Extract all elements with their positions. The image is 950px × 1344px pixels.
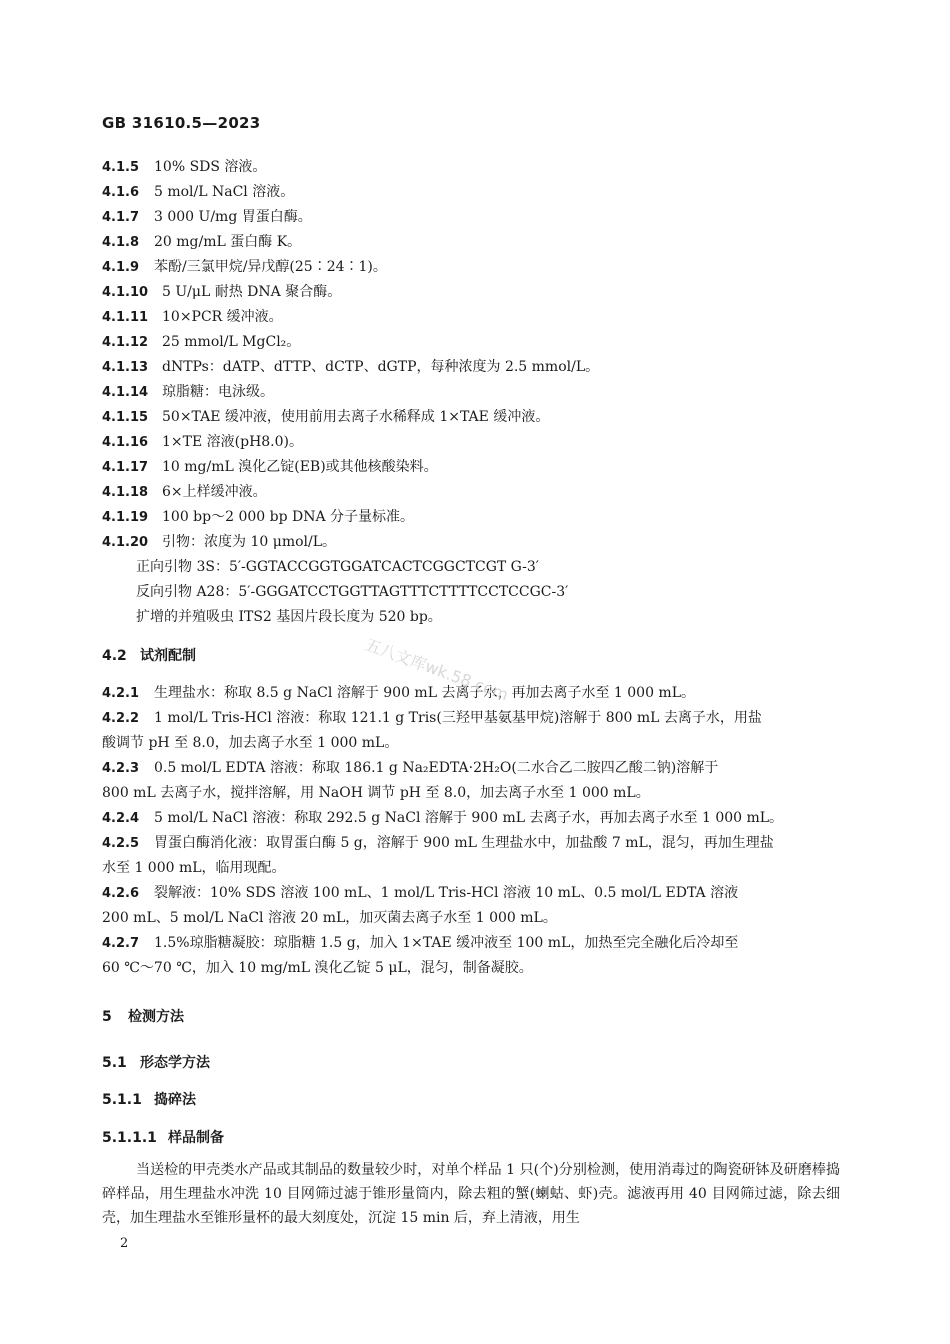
reagent-item [102, 156, 266, 176]
item-text-continued: 800 mL 去离子水，搅拌溶解，用 NaOH 调节 pH 至 8.0，加去离子水至 1 000 mL。 [102, 785, 650, 801]
item-number: 4.2.5 [102, 836, 140, 851]
section-title: 形态学方法 [140, 1055, 210, 1071]
reagent-item [102, 306, 283, 326]
item-text: dNTPs：dATP、dTTP、dCTP、dGTP，每种浓度为 2.5 mmol/L。 [162, 359, 600, 375]
item-text: 1×TE 溶液(pH8.0)。 [162, 434, 304, 450]
item-text: 10 mg/mL 溴化乙锭(EB)或其他核酸染料。 [162, 459, 438, 475]
item-text-continued: 酸调节 pH 至 8.0，加去离子水至 1 000 mL。 [102, 735, 399, 751]
prep-item [102, 682, 695, 702]
item-number: 4.1.13 [102, 360, 149, 375]
item-number: 4.1.20 [102, 535, 149, 550]
item-text: 10% SDS 溶液。 [154, 159, 267, 175]
reagent-item [102, 381, 274, 401]
item-number: 4.1.15 [102, 410, 149, 425]
item-number: 4.1.17 [102, 460, 149, 475]
prep-item [102, 932, 738, 952]
section-number: 5 [102, 1009, 112, 1025]
section-number: 5.1.1 [102, 1092, 142, 1108]
section-5-1-1-heading [102, 1089, 196, 1109]
item-number: 4.1.19 [102, 510, 149, 525]
reagent-item [102, 281, 341, 301]
item-text: 50×TAE 缓冲液，使用前用去离子水稀释成 1×TAE 缓冲液。 [162, 409, 550, 425]
forward-primer: 正向引物 3S：5′-GGTACCGGTGGATCACTCGGCTCGT G-3′ [136, 559, 539, 575]
section-5-1-heading [102, 1052, 210, 1072]
section-title: 试剂配制 [140, 648, 196, 664]
reagent-item [102, 531, 336, 551]
prep-item [102, 832, 774, 852]
prep-item [102, 757, 718, 777]
item-number: 4.2.7 [102, 936, 140, 951]
section-title: 样品制备 [168, 1130, 224, 1146]
item-text: 裂解液：10% SDS 溶液 100 mL、1 mol/L Tris-HCl 溶液 10 mL、0.5 mol/L EDTA 溶液 [154, 885, 739, 901]
item-text: 1.5%琼脂糖凝胶：琼脂糖 1.5 g，加入 1×TAE 缓冲液至 100 mL，加热至完全融化后冷却至 [154, 935, 739, 951]
item-text: 引物：浓度为 10 μmol/L。 [162, 534, 337, 550]
reagent-item [102, 331, 300, 351]
item-number: 4.1.9 [102, 260, 140, 275]
reagent-item [102, 431, 303, 451]
prep-item [102, 807, 783, 827]
reagent-item [102, 406, 549, 426]
reagent-item [102, 256, 387, 276]
item-number: 4.1.5 [102, 160, 140, 175]
item-text: 胃蛋白酶消化液：取胃蛋白酶 5 g，溶解于 900 mL 生理盐水中，加盐酸 7 mL，混匀，再加生理盐 [154, 835, 774, 851]
item-text: 1 mol/L Tris-HCl 溶液：称取 121.1 g Tris(三羟甲基氨基甲烷)溶解于 800 mL 去离子水，用盐 [154, 710, 762, 726]
item-text: 5 U/μL 耐热 DNA 聚合酶。 [162, 284, 342, 300]
item-text: 0.5 mol/L EDTA 溶液：称取 186.1 g Na₂EDTA·2H₂O(二水合乙二胺四乙酸二钠)溶解于 [154, 760, 719, 776]
reagent-item [102, 206, 312, 226]
item-text: 100 bp～2 000 bp DNA 分子量标准。 [162, 509, 415, 525]
section-title: 检测方法 [128, 1009, 184, 1025]
item-number: 4.2.2 [102, 711, 140, 726]
section-number: 5.1.1.1 [102, 1130, 157, 1146]
section-5-1-1-1-heading [102, 1127, 224, 1147]
item-number: 4.1.16 [102, 435, 149, 450]
item-number: 4.1.7 [102, 210, 140, 225]
sample-prep-paragraph: 当送检的甲壳类水产品或其制品的数量较少时，对单个样品 1 只(个)分别检测，使用消毒过的陶瓷研钵及研磨棒捣碎样品，用生理盐水冲洗 10 目网筛过滤于锥形量筒内，除去粗的蟹(蝲蛄、虾)壳。滤液再用 40 目网筛过滤，除去细壳，加生理盐水至锥形量杯的最大刻度处，沉淀 15 min 后，弃上清液，用生 [102, 1162, 840, 1226]
section-5-heading [102, 1006, 184, 1026]
section-4-2-heading [102, 645, 196, 665]
prep-item [102, 882, 738, 902]
item-number: 4.2.6 [102, 886, 140, 901]
reagent-item [102, 481, 267, 501]
reagent-item [102, 356, 599, 376]
item-text: 3 000 U/mg 胃蛋白酶。 [154, 209, 312, 225]
prep-item [102, 707, 762, 727]
reagent-item [102, 181, 294, 201]
item-number: 4.1.6 [102, 185, 140, 200]
reverse-primer: 反向引物 A28：5′-GGGATCCTGGTTAGTTTCTTTTCCTCCGC-3′ [136, 584, 569, 600]
item-number: 4.2.3 [102, 761, 140, 776]
reagent-item [102, 506, 414, 526]
reagent-item [102, 456, 438, 476]
item-text-continued: 200 mL、5 mol/L NaCl 溶液 20 mL，加灭菌去离子水至 1 000 mL。 [102, 910, 557, 926]
item-text: 20 mg/mL 蛋白酶 K。 [154, 234, 302, 250]
item-text-continued: 60 ℃～70 ℃，加入 10 mg/mL 溴化乙锭 5 μL，混匀，制备凝胶。 [102, 960, 533, 976]
standard-code-header: GB 31610.5—2023 [102, 114, 261, 132]
item-number: 4.1.8 [102, 235, 140, 250]
section-number: 4.2 [102, 648, 127, 664]
item-number: 4.1.10 [102, 285, 149, 300]
amplicon-length: 扩增的并殖吸虫 ITS2 基因片段长度为 520 bp。 [136, 609, 442, 625]
section-number: 5.1 [102, 1055, 127, 1071]
item-text: 10×PCR 缓冲液。 [162, 309, 283, 325]
item-text: 25 mmol/L MgCl₂。 [162, 334, 301, 350]
item-text: 6×上样缓冲液。 [162, 484, 267, 500]
item-text: 生理盐水：称取 8.5 g NaCl 溶解于 900 mL 去离子水，再加去离子水至 1 000 mL。 [154, 685, 696, 701]
item-number: 4.2.4 [102, 811, 140, 826]
item-text: 5 mol/L NaCl 溶液：称取 292.5 g NaCl 溶解于 900 mL 去离子水，再加去离子水至 1 000 mL。 [154, 810, 784, 826]
item-number: 4.1.12 [102, 335, 149, 350]
page-number: 2 [120, 1236, 129, 1251]
item-text: 琼脂糖：电泳级。 [162, 384, 274, 400]
section-title: 捣碎法 [154, 1092, 196, 1108]
item-number: 4.1.11 [102, 310, 149, 325]
watermark: 五八文库wk.58.com [362, 634, 511, 705]
item-number: 4.1.18 [102, 485, 149, 500]
reagent-item [102, 231, 301, 251]
item-number: 4.1.14 [102, 385, 149, 400]
item-number: 4.2.1 [102, 686, 140, 701]
item-text-continued: 水至 1 000 mL，临用现配。 [102, 860, 286, 876]
item-text: 苯酚/三氯甲烷/异戊醇(25∶24∶1)。 [154, 259, 387, 275]
item-text: 5 mol/L NaCl 溶液。 [154, 184, 295, 200]
